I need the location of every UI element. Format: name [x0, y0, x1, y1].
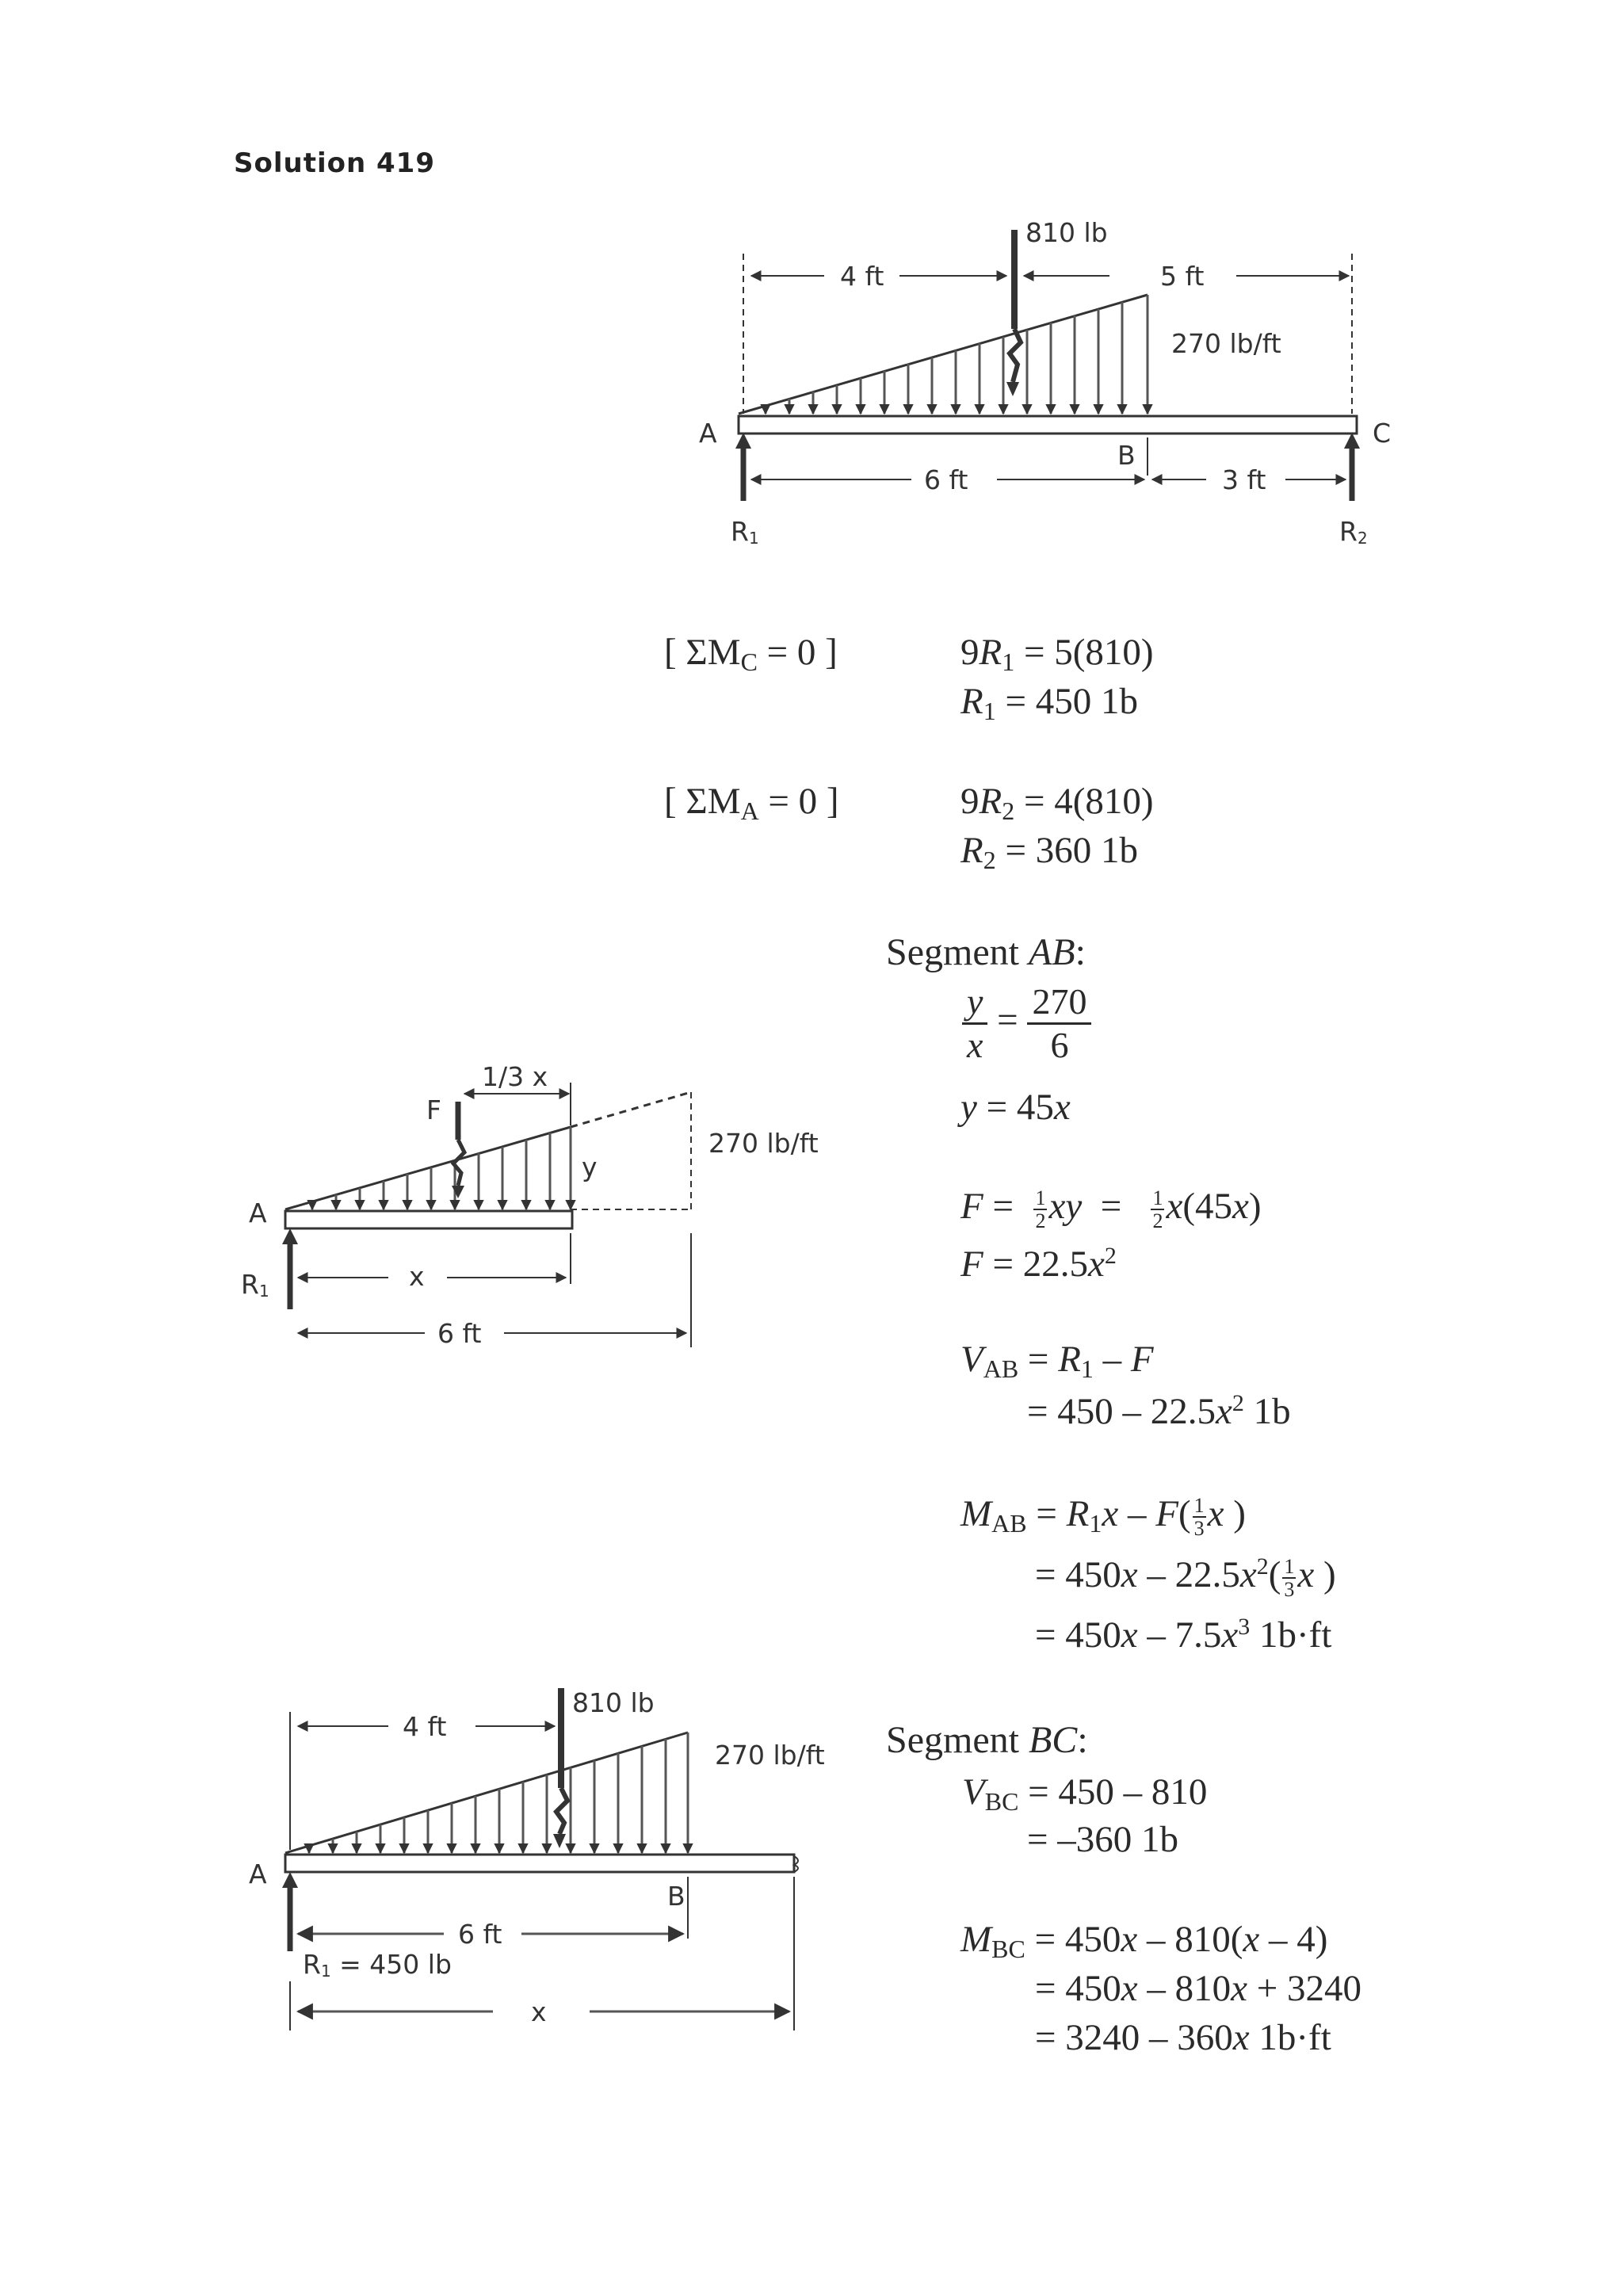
dimension-x — [298, 1996, 789, 2027]
segment-bc-title: Segment BC: — [886, 1719, 1088, 1761]
shear-bc-equation-1: $V_{BC} = 450 - 810$ — [962, 1771, 1208, 1816]
moment-bc-equation-2: = 450x – 810x + 3240 — [1035, 1968, 1362, 2009]
beam-diagram-full — [682, 206, 1426, 571]
height-y-label: y — [582, 1152, 598, 1182]
moment-ab-equation-1: $M_{AB} = R_1x - F$( $\frac{1}{3}$ x ) — [960, 1493, 1246, 1541]
y-equation: y = 45x — [960, 1087, 1071, 1128]
lever-label: 1/3 x — [482, 1061, 548, 1092]
resultant-f-arrow — [452, 1102, 464, 1198]
dim-6ft-label: 6 ft — [458, 1919, 502, 1950]
distributed-load-triangle — [739, 295, 1148, 414]
load-label: 810 lb — [1025, 217, 1108, 248]
page-title: Solution 419 — [234, 147, 435, 179]
point-a-label: A — [249, 1859, 267, 1889]
r1-result: $R_1 = 450$ 1b — [960, 681, 1138, 725]
dim-4ft-label: 4 ft — [403, 1711, 447, 1742]
intensity-label: 270 lb/ft — [715, 1740, 825, 1771]
dimension-4ft — [298, 1711, 555, 1742]
beam — [739, 416, 1357, 434]
r1-label: R1 — [731, 516, 759, 548]
dim-label-4ft: 4 ft — [840, 261, 884, 292]
reaction-r1-arrow — [282, 1228, 298, 1309]
point-a-label: A — [699, 418, 717, 449]
dim-x-label: x — [409, 1261, 425, 1292]
distributed-load-triangle — [285, 1733, 688, 1853]
shear-ab-equation-2: = $450 - 22.5x^2$ 1b — [1027, 1390, 1291, 1432]
moment-ab-equation-3: = $450x - 7.5x^3$ 1b·ft — [1035, 1614, 1332, 1656]
r2-result: $R_2 = 360$ 1b — [960, 830, 1138, 874]
resultant-load-arrow — [1006, 230, 1021, 396]
dimension-6ft — [298, 1318, 686, 1349]
dimension-ab-load — [751, 261, 1006, 292]
segment-ab-diagram — [230, 1054, 840, 1355]
shear-bc-equation-2: = –360 1b — [1027, 1819, 1179, 1860]
similar-triangle-ratio: $\frac{y}{x}$ = $\frac{270}{6}$ — [962, 981, 1091, 1065]
dim-label-5ft: 5 ft — [1160, 261, 1205, 292]
intensity-label: 270 lb/ft — [1171, 328, 1281, 359]
moment-c-condition: [ $\Sigma M_C = 0$ ] — [664, 632, 838, 676]
load-label: 810 lb — [572, 1687, 655, 1718]
moment-ab-equation-2: = $450x - 22.5x^2$( $\frac{1}{3}$ x ) — [1035, 1553, 1336, 1602]
partial-load-triangle — [285, 1092, 691, 1209]
f-equation-1: F = $\frac{1}{2}$ xy = $\frac{1}{2}$ x(45x) — [960, 1186, 1262, 1233]
dimension-6ft — [298, 1919, 683, 1950]
moment-bc-equation-3: = 3240 – 360x 1b·ft — [1035, 2017, 1331, 2058]
dimension-load-c — [1024, 261, 1349, 292]
f-equation-2: $F = 22.5x^2$ — [960, 1243, 1117, 1285]
segment-bc-diagram — [230, 1672, 848, 2037]
segment-ab-title: Segment AB: — [886, 931, 1086, 973]
moment-a-equation: $9R_2 = 4(810)$ — [960, 781, 1154, 825]
beam-segment — [285, 1855, 794, 1872]
intensity-label: 270 lb/ft — [708, 1128, 819, 1159]
moment-bc-equation-1: $M_{BC} = 450x - 810(x - 4)$ — [960, 1919, 1328, 1963]
point-b-label: B — [667, 1881, 685, 1912]
point-a-label: A — [249, 1198, 267, 1228]
point-b-label: B — [1117, 440, 1136, 471]
dim-6ft-label: 6 ft — [437, 1318, 482, 1349]
moment-c-equation: $9R_1 = 5(810)$ — [960, 632, 1154, 676]
point-c-label: C — [1373, 418, 1392, 449]
r1-value-label: R1 = 450 lb — [303, 1949, 452, 1981]
dim-label-3ft: 3 ft — [1222, 464, 1266, 495]
dimension-bc — [1152, 464, 1346, 495]
reaction-r1-arrow — [735, 433, 751, 501]
dim-label-6ft: 6 ft — [924, 464, 968, 495]
r2-label: R2 — [1339, 516, 1368, 548]
reaction-r2-arrow — [1344, 433, 1360, 501]
dimension-x — [298, 1261, 566, 1292]
force-f-label: F — [426, 1095, 441, 1125]
dim-x-label: x — [531, 1996, 547, 2027]
dimension-ab — [751, 464, 1144, 495]
shear-ab-equation-1: $V_{AB} = R_1 - F$ — [960, 1339, 1154, 1383]
reaction-r1-arrow — [282, 1872, 298, 1951]
moment-a-condition: [ $\Sigma M_A = 0$ ] — [664, 781, 839, 825]
beam-segment — [285, 1211, 572, 1228]
lever-arm-dimension — [464, 1061, 571, 1125]
r1-label: R1 — [241, 1269, 269, 1301]
